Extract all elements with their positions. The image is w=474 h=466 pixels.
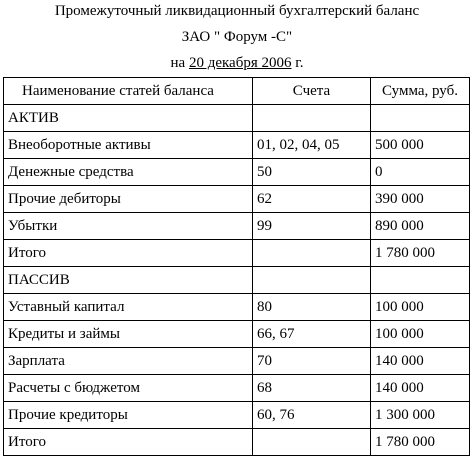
date-prefix: на xyxy=(170,55,189,71)
table-row xyxy=(4,348,470,375)
amount-cell: 390 000 xyxy=(371,186,470,213)
item-name-cell: АКТИВ xyxy=(4,105,253,132)
accounts-cell xyxy=(253,429,371,456)
item-name-cell: ПАССИВ xyxy=(4,267,253,294)
accounts-cell: 01, 02, 04, 05 xyxy=(253,132,371,159)
accounts-cell xyxy=(253,267,371,294)
accounts-cell: 60, 76 xyxy=(253,402,371,429)
accounts-cell: 50 xyxy=(253,159,371,186)
accounts-cell: 62 xyxy=(253,186,371,213)
column-header-accounts: Счета xyxy=(253,78,371,105)
amount-cell: 140 000 xyxy=(371,348,470,375)
table-header-row xyxy=(4,78,470,105)
amount-cell: 100 000 xyxy=(371,321,470,348)
table-row xyxy=(4,402,470,429)
report-date xyxy=(0,54,474,72)
accounts-cell: 99 xyxy=(253,213,371,240)
item-name-cell: Внеоборотные активы xyxy=(4,132,253,159)
table-row xyxy=(4,375,470,402)
table-row xyxy=(4,240,470,267)
amount-cell: 500 000 xyxy=(371,132,470,159)
amount-cell: 1 780 000 xyxy=(371,240,470,267)
item-name-cell: Убытки xyxy=(4,213,253,240)
table-row xyxy=(4,159,470,186)
item-name-cell: Уставный капитал xyxy=(4,294,253,321)
accounts-cell: 70 xyxy=(253,348,371,375)
table-row xyxy=(4,213,470,240)
item-name-cell: Расчеты с бюджетом xyxy=(4,375,253,402)
accounts-cell: 80 xyxy=(253,294,371,321)
amount-cell: 1 780 000 xyxy=(371,429,470,456)
item-name-cell: Прочие кредиторы xyxy=(4,402,253,429)
table-row xyxy=(4,429,470,456)
table-row xyxy=(4,132,470,159)
amount-cell xyxy=(371,105,470,132)
item-name-cell: Итого xyxy=(4,240,253,267)
amount-cell: 890 000 xyxy=(371,213,470,240)
table-row xyxy=(4,267,470,294)
column-header-item-name: Наименование статей баланса xyxy=(4,78,253,105)
accounts-cell: 66, 67 xyxy=(253,321,371,348)
table-row xyxy=(4,294,470,321)
column-header-amount: Сумма, руб. xyxy=(371,78,470,105)
amount-cell xyxy=(371,267,470,294)
document-title: Промежуточный ликвидационный бухгалтерский баланс xyxy=(54,3,420,19)
table-row xyxy=(4,321,470,348)
accounts-cell: 68 xyxy=(253,375,371,402)
balance-table xyxy=(3,77,470,456)
accounts-cell xyxy=(253,240,371,267)
item-name-cell: Денежные средства xyxy=(4,159,253,186)
item-name-cell: Итого xyxy=(4,429,253,456)
item-name-cell: Прочие дебиторы xyxy=(4,186,253,213)
date-suffix: г. xyxy=(291,55,304,71)
company-name: ЗАО " Форум -С" xyxy=(181,29,293,45)
item-name-cell: Кредиты и займы xyxy=(4,321,253,348)
date-value: 20 декабря 2006 xyxy=(188,55,292,71)
amount-cell: 1 300 000 xyxy=(371,402,470,429)
amount-cell: 100 000 xyxy=(371,294,470,321)
table-row xyxy=(4,105,470,132)
item-name-cell: Зарплата xyxy=(4,348,253,375)
amount-cell: 0 xyxy=(371,159,470,186)
accounts-cell xyxy=(253,105,371,132)
amount-cell: 140 000 xyxy=(371,375,470,402)
table-row xyxy=(4,186,470,213)
